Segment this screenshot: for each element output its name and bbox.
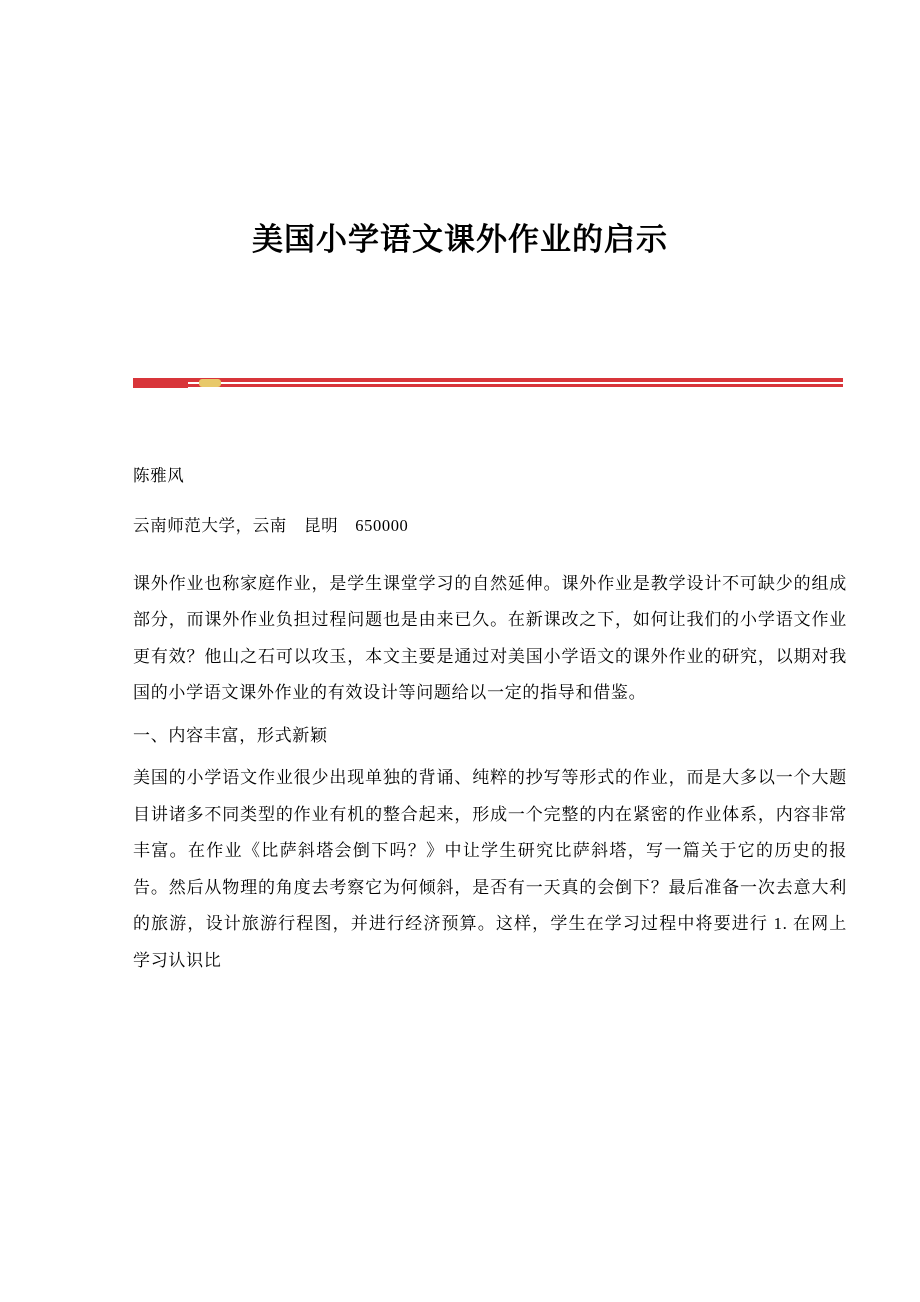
document-body bbox=[133, 465, 847, 986]
author-name: 陈雅风 bbox=[133, 466, 185, 485]
divider-dash-left bbox=[133, 378, 188, 388]
section-heading: 一、内容丰富，形式新颖 bbox=[133, 725, 328, 745]
title-divider bbox=[133, 378, 843, 388]
section-paragraph: 美国的小学语文作业很少出现单独的背诵、纯粹的抄写等形式的作业，而是大多以一个大题目讲诸多不同类型的作业有机的整合起来，形成一个完整的内在紧密的作业体系，内容非常丰富。在作业《比萨斜塔会倒下吗？》中让学生研究比萨斜塔，写一篇关于它的历史的报告。然后从物理的角度去考察它为何倾斜，是否有一天真的会倒下？最后准备一次去意大利的旅游，设计旅游行程图，并进行经济预算。这样，学生在学习过程中将要进行 1. 在网上学习认识比 bbox=[133, 768, 847, 970]
divider-lozenge-ornament bbox=[199, 379, 221, 387]
page-title: 美国小学语文课外作业的启示 bbox=[252, 222, 668, 258]
author-affiliation: 云南师范大学，云南 昆明 650000 bbox=[133, 516, 409, 536]
divider-rule-bottom bbox=[133, 384, 843, 387]
abstract-paragraph: 课外作业也称家庭作业，是学生课堂学习的自然延伸。课外作业是教学设计不可缺少的组成部分，而课外作业负担过程问题也是由来已久。在新课改之下，如何让我们的小学语文作业更有效？他山之石可以攻玉，本文主要是通过对美国小学语文的课外作业的研究，以期对我国的小学语文课外作业的有效设计等问题给以一定的指导和借鉴。 bbox=[133, 573, 847, 703]
divider-rule-top bbox=[133, 378, 843, 382]
